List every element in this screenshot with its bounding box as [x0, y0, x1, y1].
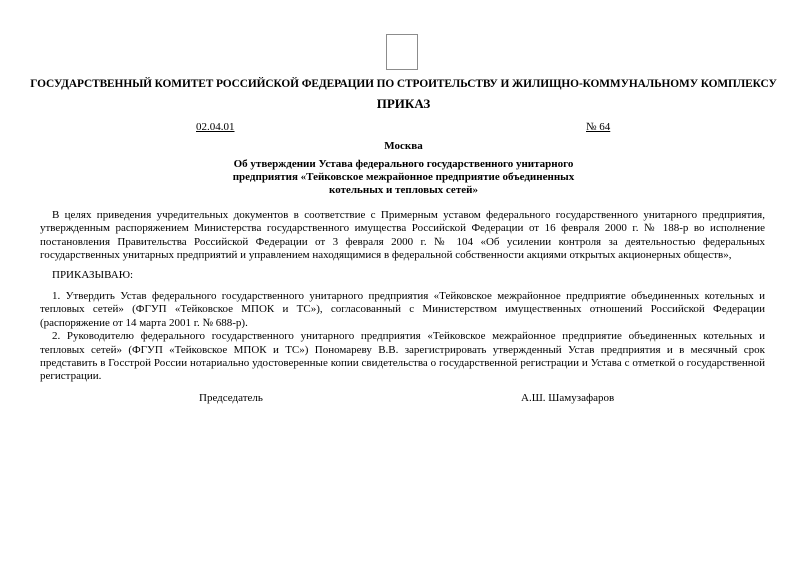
- order-directive: ПРИКАЗЫВАЮ:: [52, 268, 134, 281]
- preamble-paragraph: В целях приведения учредительных документов в соответствие с Примерным уставом федерального государственного унитарного предприятия, утвержденным распоряжением Министерства государственного имущества Российской Федерации от 16 февраля 2000 г. № 188-р во исполнение постановления Правительства Российской Федерации от 3 февраля 2000 г. № 104 «Об усилении контроля за деятельностью федеральных государственных унитарных предприятий и управлением находящимися в федеральной собственности акциями открытых акционерных обществ»,: [40, 209, 765, 262]
- order-body: [40, 209, 765, 384]
- issuing-authority: ГОСУДАРСТВЕННЫЙ КОМИТЕТ РОССИЙСКОЙ ФЕДЕРАЦИИ ПО СТРОИТЕЛЬСТВУ И ЖИЛИЩНО-КОММУНАЛЬНОМУ КОМПЛЕКСУ: [30, 78, 777, 90]
- emblem-placeholder: [386, 34, 418, 70]
- order-subject: Об утверждении Устава федерального государственного унитарного предприятия «Тейковское межрайонное предприятие объединенных котельных и тепловых сетей»: [232, 158, 575, 196]
- signatory-name: А.Ш. Шамузафаров: [521, 392, 615, 404]
- signatory-position: Председатель: [199, 392, 263, 404]
- order-item-2: 2. Руководителю федерального государственного унитарного предприятия «Тейковское межрайонное предприятие объединенных котельных и тепловых сетей» (ФГУП «Тейковское МПОК и ТС») Пономареву В.В. зарегистрировать утвержденный Устав предприятия и в месячный срок представить в Госстрой России нотариально удостоверенные копии свидетельства о государственной регистрации и Устава с отметкой о государственной регистрации.: [40, 330, 765, 383]
- document-type: ПРИКАЗ: [376, 96, 431, 111]
- city: Москва: [384, 140, 423, 152]
- order-number: № 64: [586, 121, 611, 133]
- order-item-1: 1. Утвердить Устав федерального государственного унитарного предприятия «Тейковское межрайонное предприятие объединенных котельных и тепловых сетей» (ФГУП «Тейковское МПОК и ТС»), согласованный с Министерством имущественных отношений Российской Федерации (распоряжение от 14 марта 2001 г. № 688-р).: [40, 290, 765, 329]
- order-date: 02.04.01: [196, 121, 235, 133]
